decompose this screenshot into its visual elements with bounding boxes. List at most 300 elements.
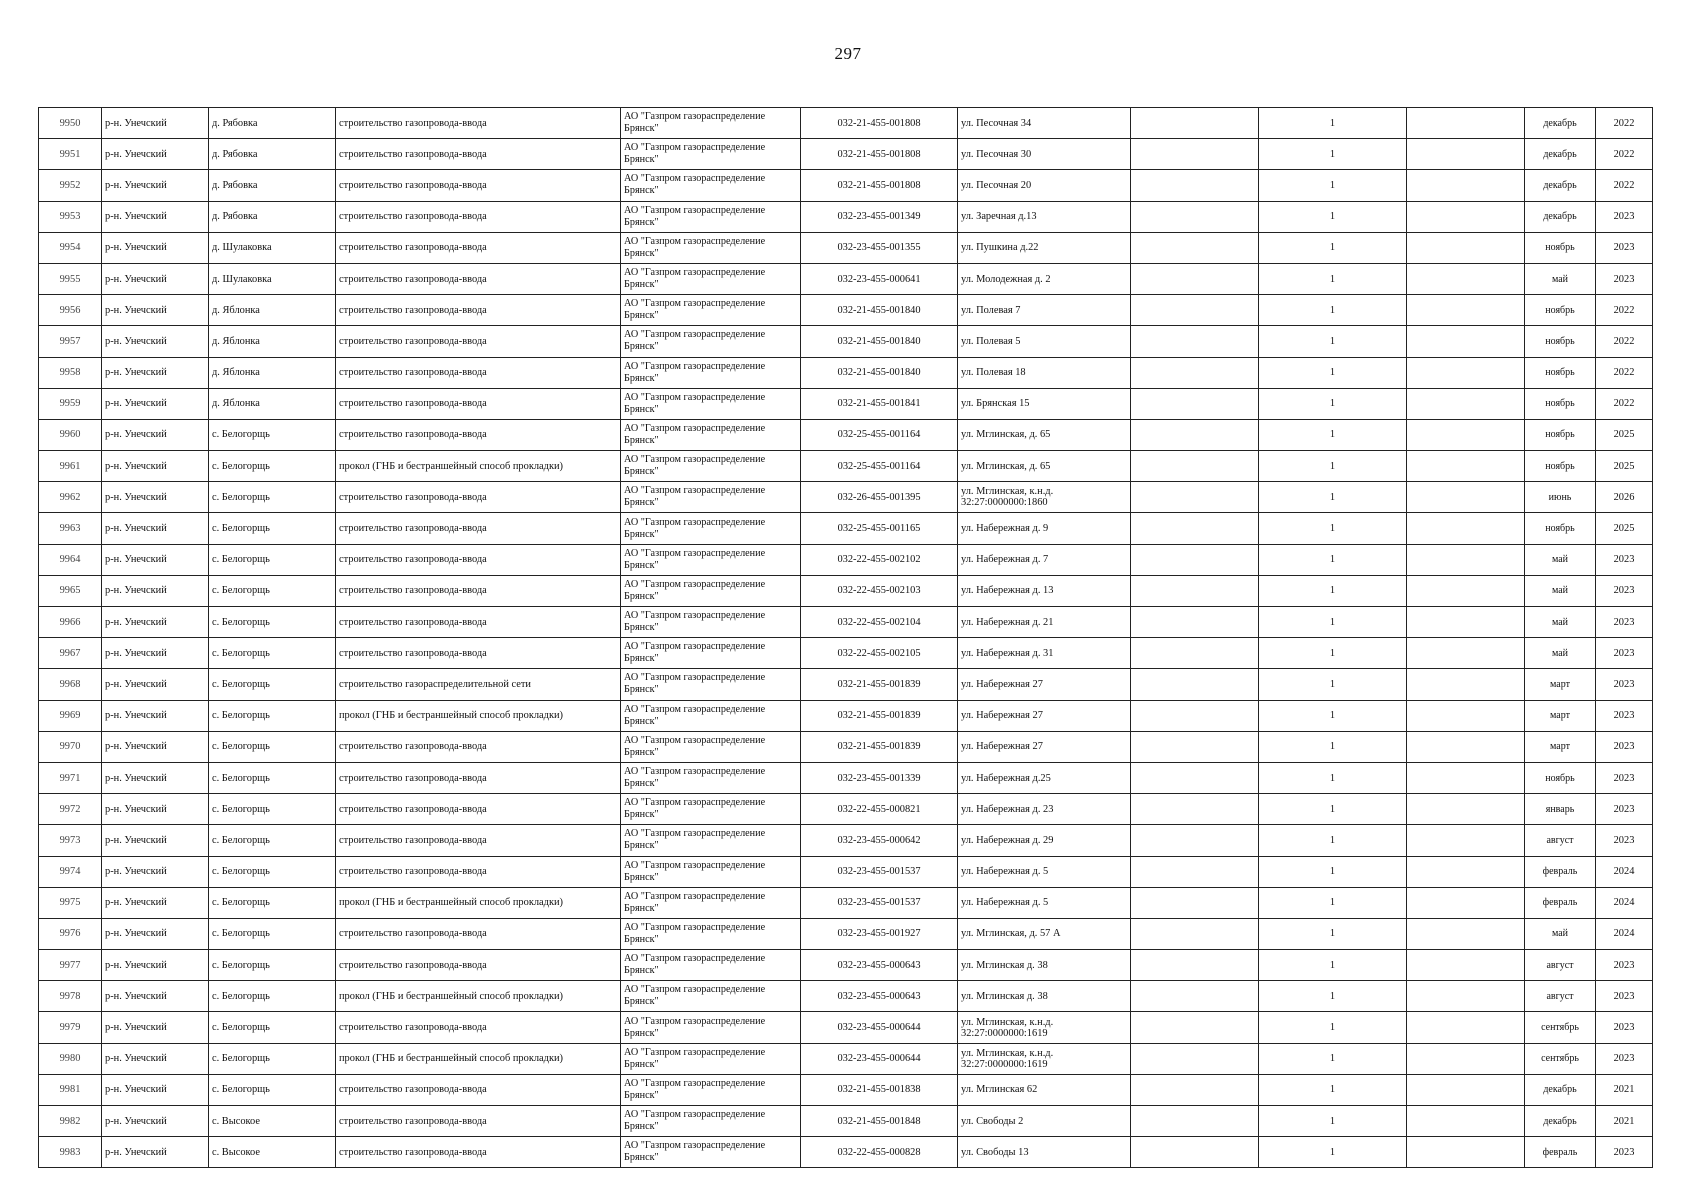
work-type-cell: строительство газораспределительной сети <box>336 669 621 700</box>
district-cell: р-н. Унечский <box>102 451 209 482</box>
table-row <box>39 263 1653 294</box>
locality-cell: с. Белогорщь <box>209 513 336 544</box>
district-cell: р-н. Унечский <box>102 201 209 232</box>
row-number-cell: 9952 <box>39 170 102 201</box>
locality-cell: с. Белогорщь <box>209 607 336 638</box>
address-cell: ул. Свободы 2 <box>958 1106 1131 1137</box>
empty-cell <box>1131 700 1259 731</box>
row-number-cell: 9957 <box>39 326 102 357</box>
empty-cell <box>1131 856 1259 887</box>
row-number-cell: 9955 <box>39 263 102 294</box>
month-cell: май <box>1525 263 1596 294</box>
table-row <box>39 607 1653 638</box>
year-cell: 2021 <box>1596 1074 1653 1105</box>
table-row <box>39 856 1653 887</box>
empty-cell <box>1407 357 1525 388</box>
empty-cell <box>1131 762 1259 793</box>
object-code-cell: 032-26-455-001395 <box>801 482 958 513</box>
empty-cell <box>1131 482 1259 513</box>
quantity-cell: 1 <box>1259 794 1407 825</box>
organization-cell: АО "Газпром газораспределение Брянск" <box>621 513 801 544</box>
month-cell: декабрь <box>1525 170 1596 201</box>
work-type-cell: строительство газопровода-ввода <box>336 731 621 762</box>
empty-cell <box>1407 887 1525 918</box>
organization-cell: АО "Газпром газораспределение Брянск" <box>621 388 801 419</box>
data-table <box>38 107 1653 1168</box>
month-cell: март <box>1525 700 1596 731</box>
month-cell: май <box>1525 638 1596 669</box>
work-type-cell: строительство газопровода-ввода <box>336 607 621 638</box>
organization-cell: АО "Газпром газораспределение Брянск" <box>621 981 801 1012</box>
work-type-cell: строительство газопровода-ввода <box>336 762 621 793</box>
year-cell: 2023 <box>1596 825 1653 856</box>
work-type-cell: строительство газопровода-ввода <box>336 1106 621 1137</box>
quantity-cell: 1 <box>1259 700 1407 731</box>
table-row <box>39 513 1653 544</box>
quantity-cell: 1 <box>1259 918 1407 949</box>
table-row <box>39 232 1653 263</box>
year-cell: 2023 <box>1596 950 1653 981</box>
quantity-cell: 1 <box>1259 638 1407 669</box>
locality-cell: д. Рябовка <box>209 201 336 232</box>
locality-cell: с. Белогорщь <box>209 1012 336 1043</box>
table-row <box>39 544 1653 575</box>
row-number-cell: 9972 <box>39 794 102 825</box>
work-type-cell: строительство газопровода-ввода <box>336 544 621 575</box>
locality-cell: с. Высокое <box>209 1137 336 1168</box>
object-code-cell: 032-23-455-001537 <box>801 887 958 918</box>
empty-cell <box>1131 794 1259 825</box>
object-code-cell: 032-21-455-001838 <box>801 1074 958 1105</box>
work-type-cell: строительство газопровода-ввода <box>336 419 621 450</box>
year-cell: 2023 <box>1596 607 1653 638</box>
district-cell: р-н. Унечский <box>102 419 209 450</box>
empty-cell <box>1131 170 1259 201</box>
month-cell: август <box>1525 950 1596 981</box>
address-cell: ул. Набережная д. 9 <box>958 513 1131 544</box>
row-number-cell: 9970 <box>39 731 102 762</box>
organization-cell: АО "Газпром газораспределение Брянск" <box>621 794 801 825</box>
table-row <box>39 295 1653 326</box>
year-cell: 2023 <box>1596 981 1653 1012</box>
organization-cell: АО "Газпром газораспределение Брянск" <box>621 170 801 201</box>
row-number-cell: 9978 <box>39 981 102 1012</box>
table-row <box>39 419 1653 450</box>
object-code-cell: 032-23-455-000641 <box>801 263 958 294</box>
year-cell: 2024 <box>1596 918 1653 949</box>
empty-cell <box>1407 326 1525 357</box>
quantity-cell: 1 <box>1259 762 1407 793</box>
empty-cell <box>1131 513 1259 544</box>
object-code-cell: 032-23-455-000642 <box>801 825 958 856</box>
empty-cell <box>1131 918 1259 949</box>
work-type-cell: строительство газопровода-ввода <box>336 139 621 170</box>
locality-cell: с. Белогорщь <box>209 794 336 825</box>
row-number-cell: 9953 <box>39 201 102 232</box>
table-row <box>39 357 1653 388</box>
row-number-cell: 9962 <box>39 482 102 513</box>
quantity-cell: 1 <box>1259 419 1407 450</box>
empty-cell <box>1131 731 1259 762</box>
locality-cell: д. Яблонка <box>209 357 336 388</box>
district-cell: р-н. Унечский <box>102 731 209 762</box>
district-cell: р-н. Унечский <box>102 357 209 388</box>
empty-cell <box>1131 1012 1259 1043</box>
empty-cell <box>1407 388 1525 419</box>
organization-cell: АО "Газпром газораспределение Брянск" <box>621 825 801 856</box>
object-code-cell: 032-25-455-001164 <box>801 419 958 450</box>
locality-cell: с. Белогорщь <box>209 1074 336 1105</box>
month-cell: ноябрь <box>1525 513 1596 544</box>
quantity-cell: 1 <box>1259 482 1407 513</box>
locality-cell: с. Белогорщь <box>209 638 336 669</box>
object-code-cell: 032-21-455-001839 <box>801 669 958 700</box>
organization-cell: АО "Газпром газораспределение Брянск" <box>621 607 801 638</box>
row-number-cell: 9977 <box>39 950 102 981</box>
district-cell: р-н. Унечский <box>102 170 209 201</box>
empty-cell <box>1407 918 1525 949</box>
year-cell: 2023 <box>1596 263 1653 294</box>
month-cell: декабрь <box>1525 201 1596 232</box>
district-cell: р-н. Унечский <box>102 700 209 731</box>
district-cell: р-н. Унечский <box>102 232 209 263</box>
row-number-cell: 9958 <box>39 357 102 388</box>
locality-cell: с. Белогорщь <box>209 731 336 762</box>
address-cell: ул. Набережная д. 23 <box>958 794 1131 825</box>
locality-cell: д. Яблонка <box>209 388 336 419</box>
empty-cell <box>1131 326 1259 357</box>
empty-cell <box>1407 981 1525 1012</box>
row-number-cell: 9964 <box>39 544 102 575</box>
work-type-cell: строительство газопровода-ввода <box>336 263 621 294</box>
object-code-cell: 032-21-455-001841 <box>801 388 958 419</box>
empty-cell <box>1131 950 1259 981</box>
month-cell: март <box>1525 669 1596 700</box>
row-number-cell: 9969 <box>39 700 102 731</box>
empty-cell <box>1131 1074 1259 1105</box>
object-code-cell: 032-23-455-001355 <box>801 232 958 263</box>
year-cell: 2024 <box>1596 856 1653 887</box>
row-number-cell: 9975 <box>39 887 102 918</box>
work-type-cell: строительство газопровода-ввода <box>336 326 621 357</box>
organization-cell: АО "Газпром газораспределение Брянск" <box>621 700 801 731</box>
year-cell: 2021 <box>1596 1106 1653 1137</box>
table-row <box>39 918 1653 949</box>
work-type-cell: строительство газопровода-ввода <box>336 950 621 981</box>
row-number-cell: 9979 <box>39 1012 102 1043</box>
empty-cell <box>1131 669 1259 700</box>
address-cell: ул. Брянская 15 <box>958 388 1131 419</box>
locality-cell: д. Яблонка <box>209 295 336 326</box>
object-code-cell: 032-23-455-001349 <box>801 201 958 232</box>
address-cell: ул. Песочная 20 <box>958 170 1131 201</box>
row-number-cell: 9974 <box>39 856 102 887</box>
empty-cell <box>1407 451 1525 482</box>
organization-cell: АО "Газпром газораспределение Брянск" <box>621 669 801 700</box>
row-number-cell: 9980 <box>39 1043 102 1074</box>
object-code-cell: 032-21-455-001808 <box>801 139 958 170</box>
district-cell: р-н. Унечский <box>102 1137 209 1168</box>
address-cell: ул. Набережная д. 29 <box>958 825 1131 856</box>
locality-cell: д. Рябовка <box>209 139 336 170</box>
row-number-cell: 9963 <box>39 513 102 544</box>
row-number-cell: 9983 <box>39 1137 102 1168</box>
quantity-cell: 1 <box>1259 575 1407 606</box>
table-row <box>39 669 1653 700</box>
district-cell: р-н. Унечский <box>102 669 209 700</box>
empty-cell <box>1131 607 1259 638</box>
month-cell: декабрь <box>1525 1074 1596 1105</box>
table-row <box>39 170 1653 201</box>
quantity-cell: 1 <box>1259 607 1407 638</box>
locality-cell: д. Шулаковка <box>209 232 336 263</box>
empty-cell <box>1407 201 1525 232</box>
organization-cell: АО "Газпром газораспределение Брянск" <box>621 482 801 513</box>
work-type-cell: строительство газопровода-ввода <box>336 794 621 825</box>
locality-cell: с. Белогорщь <box>209 575 336 606</box>
object-code-cell: 032-22-455-002104 <box>801 607 958 638</box>
organization-cell: АО "Газпром газораспределение Брянск" <box>621 1106 801 1137</box>
quantity-cell: 1 <box>1259 295 1407 326</box>
table-row <box>39 1043 1653 1074</box>
year-cell: 2022 <box>1596 170 1653 201</box>
year-cell: 2023 <box>1596 669 1653 700</box>
address-cell: ул. Полевая 18 <box>958 357 1131 388</box>
empty-cell <box>1131 575 1259 606</box>
object-code-cell: 032-21-455-001848 <box>801 1106 958 1137</box>
empty-cell <box>1407 1074 1525 1105</box>
organization-cell: АО "Газпром газораспределение Брянск" <box>621 1137 801 1168</box>
empty-cell <box>1131 1043 1259 1074</box>
district-cell: р-н. Унечский <box>102 263 209 294</box>
quantity-cell: 1 <box>1259 201 1407 232</box>
organization-cell: АО "Газпром газораспределение Брянск" <box>621 201 801 232</box>
table-row <box>39 388 1653 419</box>
year-cell: 2022 <box>1596 139 1653 170</box>
organization-cell: АО "Газпром газораспределение Брянск" <box>621 263 801 294</box>
locality-cell: с. Белогорщь <box>209 419 336 450</box>
row-number-cell: 9961 <box>39 451 102 482</box>
organization-cell: АО "Газпром газораспределение Брянск" <box>621 575 801 606</box>
quantity-cell: 1 <box>1259 669 1407 700</box>
address-cell: ул. Мглинская д. 38 <box>958 950 1131 981</box>
address-cell: ул. Свободы 13 <box>958 1137 1131 1168</box>
work-type-cell: прокол (ГНБ и бестраншейный способ прокладки) <box>336 887 621 918</box>
work-type-cell: строительство газопровода-ввода <box>336 1137 621 1168</box>
object-code-cell: 032-22-455-002103 <box>801 575 958 606</box>
address-cell: ул. Набережная д. 5 <box>958 856 1131 887</box>
table-row <box>39 1012 1653 1043</box>
work-type-cell: прокол (ГНБ и бестраншейный способ прокладки) <box>336 451 621 482</box>
work-type-cell: строительство газопровода-ввода <box>336 201 621 232</box>
object-code-cell: 032-21-455-001840 <box>801 295 958 326</box>
organization-cell: АО "Газпром газораспределение Брянск" <box>621 950 801 981</box>
organization-cell: АО "Газпром газораспределение Брянск" <box>621 544 801 575</box>
year-cell: 2022 <box>1596 108 1653 139</box>
month-cell: январь <box>1525 794 1596 825</box>
address-cell: ул. Набережная д. 31 <box>958 638 1131 669</box>
year-cell: 2023 <box>1596 575 1653 606</box>
table-row <box>39 950 1653 981</box>
object-code-cell: 032-25-455-001164 <box>801 451 958 482</box>
row-number-cell: 9981 <box>39 1074 102 1105</box>
year-cell: 2025 <box>1596 513 1653 544</box>
quantity-cell: 1 <box>1259 357 1407 388</box>
table-row <box>39 108 1653 139</box>
quantity-cell: 1 <box>1259 1043 1407 1074</box>
empty-cell <box>1407 607 1525 638</box>
quantity-cell: 1 <box>1259 326 1407 357</box>
month-cell: ноябрь <box>1525 357 1596 388</box>
empty-cell <box>1407 731 1525 762</box>
empty-cell <box>1407 794 1525 825</box>
table-row <box>39 981 1653 1012</box>
organization-cell: АО "Газпром газораспределение Брянск" <box>621 887 801 918</box>
organization-cell: АО "Газпром газораспределение Брянск" <box>621 139 801 170</box>
district-cell: р-н. Унечский <box>102 139 209 170</box>
empty-cell <box>1131 887 1259 918</box>
locality-cell: с. Белогорщь <box>209 482 336 513</box>
district-cell: р-н. Унечский <box>102 326 209 357</box>
month-cell: май <box>1525 575 1596 606</box>
table-row <box>39 201 1653 232</box>
month-cell: май <box>1525 544 1596 575</box>
work-type-cell: строительство газопровода-ввода <box>336 513 621 544</box>
table-row <box>39 1106 1653 1137</box>
quantity-cell: 1 <box>1259 1012 1407 1043</box>
empty-cell <box>1407 419 1525 450</box>
month-cell: март <box>1525 731 1596 762</box>
address-cell: ул. Набережная д. 5 <box>958 887 1131 918</box>
object-code-cell: 032-22-455-000821 <box>801 794 958 825</box>
district-cell: р-н. Унечский <box>102 638 209 669</box>
district-cell: р-н. Унечский <box>102 825 209 856</box>
year-cell: 2023 <box>1596 1012 1653 1043</box>
row-number-cell: 9976 <box>39 918 102 949</box>
work-type-cell: строительство газопровода-ввода <box>336 108 621 139</box>
table-row <box>39 326 1653 357</box>
address-cell: ул. Песочная 34 <box>958 108 1131 139</box>
row-number-cell: 9956 <box>39 295 102 326</box>
table-row <box>39 482 1653 513</box>
empty-cell <box>1407 108 1525 139</box>
month-cell: ноябрь <box>1525 419 1596 450</box>
address-cell: ул. Мглинская 62 <box>958 1074 1131 1105</box>
object-code-cell: 032-23-455-001537 <box>801 856 958 887</box>
district-cell: р-н. Унечский <box>102 918 209 949</box>
empty-cell <box>1407 139 1525 170</box>
quantity-cell: 1 <box>1259 950 1407 981</box>
organization-cell: АО "Газпром газораспределение Брянск" <box>621 638 801 669</box>
row-number-cell: 9950 <box>39 108 102 139</box>
work-type-cell: строительство газопровода-ввода <box>336 232 621 263</box>
address-cell: ул. Мглинская, к.н.д. 32:27:0000000:1619 <box>958 1043 1131 1074</box>
quantity-cell: 1 <box>1259 263 1407 294</box>
district-cell: р-н. Унечский <box>102 856 209 887</box>
locality-cell: д. Шулаковка <box>209 263 336 294</box>
address-cell: ул. Набережная д.25 <box>958 762 1131 793</box>
address-cell: ул. Мглинская д. 38 <box>958 981 1131 1012</box>
year-cell: 2024 <box>1596 887 1653 918</box>
quantity-cell: 1 <box>1259 451 1407 482</box>
address-cell: ул. Полевая 5 <box>958 326 1131 357</box>
row-number-cell: 9968 <box>39 669 102 700</box>
year-cell: 2022 <box>1596 388 1653 419</box>
organization-cell: АО "Газпром газораспределение Брянск" <box>621 762 801 793</box>
organization-cell: АО "Газпром газораспределение Брянск" <box>621 1043 801 1074</box>
month-cell: февраль <box>1525 856 1596 887</box>
quantity-cell: 1 <box>1259 513 1407 544</box>
district-cell: р-н. Унечский <box>102 1074 209 1105</box>
table-row <box>39 731 1653 762</box>
district-cell: р-н. Унечский <box>102 950 209 981</box>
empty-cell <box>1407 295 1525 326</box>
empty-cell <box>1131 201 1259 232</box>
locality-cell: с. Белогорщь <box>209 981 336 1012</box>
table-body <box>39 108 1653 1168</box>
locality-cell: д. Рябовка <box>209 170 336 201</box>
row-number-cell: 9966 <box>39 607 102 638</box>
object-code-cell: 032-23-455-000644 <box>801 1043 958 1074</box>
quantity-cell: 1 <box>1259 887 1407 918</box>
empty-cell <box>1407 1137 1525 1168</box>
address-cell: ул. Пушкина д.22 <box>958 232 1131 263</box>
organization-cell: АО "Газпром газораспределение Брянск" <box>621 1012 801 1043</box>
quantity-cell: 1 <box>1259 139 1407 170</box>
address-cell: ул. Набережная д. 13 <box>958 575 1131 606</box>
work-type-cell: прокол (ГНБ и бестраншейный способ прокладки) <box>336 1043 621 1074</box>
district-cell: р-н. Унечский <box>102 108 209 139</box>
empty-cell <box>1407 700 1525 731</box>
locality-cell: д. Рябовка <box>209 108 336 139</box>
object-code-cell: 032-21-455-001839 <box>801 700 958 731</box>
table-row <box>39 1074 1653 1105</box>
object-code-cell: 032-21-455-001808 <box>801 170 958 201</box>
row-number-cell: 9967 <box>39 638 102 669</box>
work-type-cell: строительство газопровода-ввода <box>336 1012 621 1043</box>
month-cell: ноябрь <box>1525 326 1596 357</box>
district-cell: р-н. Унечский <box>102 388 209 419</box>
work-type-cell: строительство газопровода-ввода <box>336 482 621 513</box>
month-cell: ноябрь <box>1525 295 1596 326</box>
empty-cell <box>1407 638 1525 669</box>
table-row <box>39 762 1653 793</box>
work-type-cell: строительство газопровода-ввода <box>336 357 621 388</box>
work-type-cell: строительство газопровода-ввода <box>336 388 621 419</box>
month-cell: август <box>1525 825 1596 856</box>
year-cell: 2022 <box>1596 357 1653 388</box>
object-code-cell: 032-23-455-000643 <box>801 981 958 1012</box>
table-row <box>39 139 1653 170</box>
empty-cell <box>1131 1106 1259 1137</box>
organization-cell: АО "Газпром газораспределение Брянск" <box>621 1074 801 1105</box>
district-cell: р-н. Унечский <box>102 1106 209 1137</box>
empty-cell <box>1131 981 1259 1012</box>
organization-cell: АО "Газпром газораспределение Брянск" <box>621 232 801 263</box>
year-cell: 2022 <box>1596 326 1653 357</box>
quantity-cell: 1 <box>1259 825 1407 856</box>
organization-cell: АО "Газпром газораспределение Брянск" <box>621 419 801 450</box>
address-cell: ул. Набережная д. 21 <box>958 607 1131 638</box>
empty-cell <box>1131 139 1259 170</box>
empty-cell <box>1407 1043 1525 1074</box>
address-cell: ул. Набережная д. 7 <box>958 544 1131 575</box>
quantity-cell: 1 <box>1259 981 1407 1012</box>
district-cell: р-н. Унечский <box>102 482 209 513</box>
quantity-cell: 1 <box>1259 1106 1407 1137</box>
month-cell: декабрь <box>1525 108 1596 139</box>
year-cell: 2023 <box>1596 794 1653 825</box>
